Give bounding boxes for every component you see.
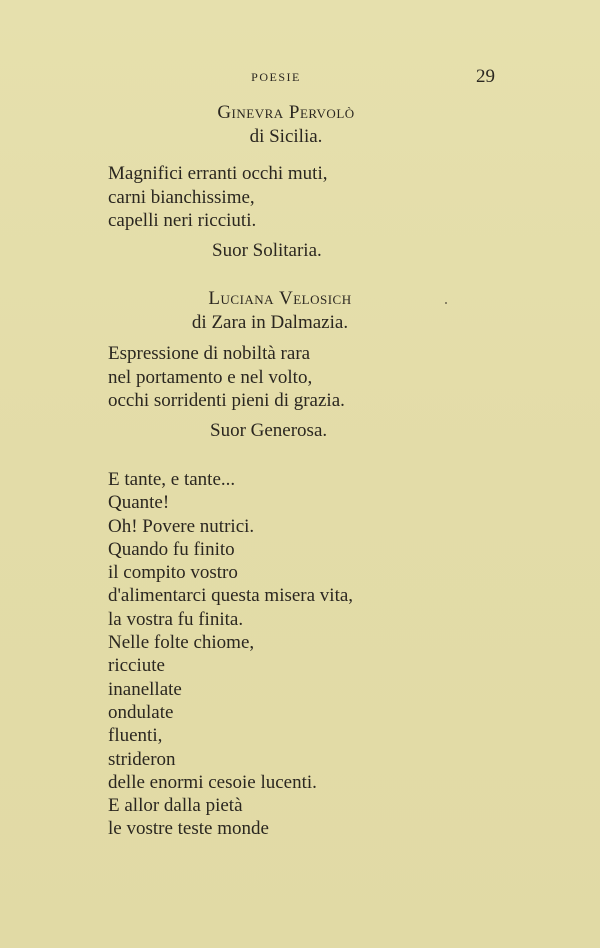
entry-1-signature: Suor Solitaria.	[212, 240, 322, 261]
poem-line: E allor dalla pietà	[108, 795, 243, 817]
poem-line: ricciute	[108, 655, 165, 677]
verse-line: Espressione di nobiltà rara	[108, 343, 311, 364]
verse-line: nel portamento e nel volto,	[108, 366, 313, 388]
poem-line: Quando fu finito	[108, 538, 235, 560]
poem-line: Quante!	[108, 492, 170, 514]
verse-line: Magnifici erranti occhi muti,	[108, 163, 328, 184]
entry-1-verse	[108, 162, 327, 233]
entry-2-name: Luciana Velosich	[208, 288, 352, 309]
entry-2-title	[180, 287, 380, 311]
entry-1-origin-wrap	[196, 125, 376, 149]
entry-2-origin: di Zara in Dalmazia.	[191, 312, 349, 333]
poem-line: ondulate	[108, 701, 174, 723]
poem-line: strideron	[108, 748, 176, 770]
poem-line: Nelle folte chiome,	[108, 632, 255, 654]
poem-line: d'alimentarci questa misera vita,	[108, 585, 354, 607]
entry-1-origin: di Sicilia.	[249, 126, 323, 147]
poem-line: fluenti,	[108, 725, 163, 747]
entry-2-origin-wrap	[160, 311, 380, 335]
entry-2-signature: Suor Generosa.	[210, 420, 328, 441]
entry-1-title	[196, 101, 376, 125]
verse-line: carni bianchissime,	[108, 186, 255, 208]
poem-line: inanellate	[108, 678, 182, 700]
verse-line: occhi sorridenti pieni di grazia.	[108, 390, 345, 411]
page-number: 29	[476, 66, 495, 87]
poem-line: Oh! Povere nutrici.	[108, 515, 255, 537]
poem-line: E tante, e tante...	[108, 469, 236, 490]
entry-1-name: Ginevra Pervolò	[217, 102, 355, 123]
poem-body	[108, 468, 353, 841]
verse-line: capelli neri ricciuti.	[108, 210, 257, 231]
poem-line: la vostra fu finita.	[108, 608, 244, 630]
entry-2-verse	[108, 342, 345, 413]
poem-line: le vostre teste monde	[108, 818, 269, 840]
poem-line: delle enormi cesoie lucenti.	[108, 771, 317, 793]
paper-speck	[445, 302, 447, 304]
poem-line: il compito vostro	[108, 562, 238, 584]
running-title: POESIE	[251, 70, 301, 84]
